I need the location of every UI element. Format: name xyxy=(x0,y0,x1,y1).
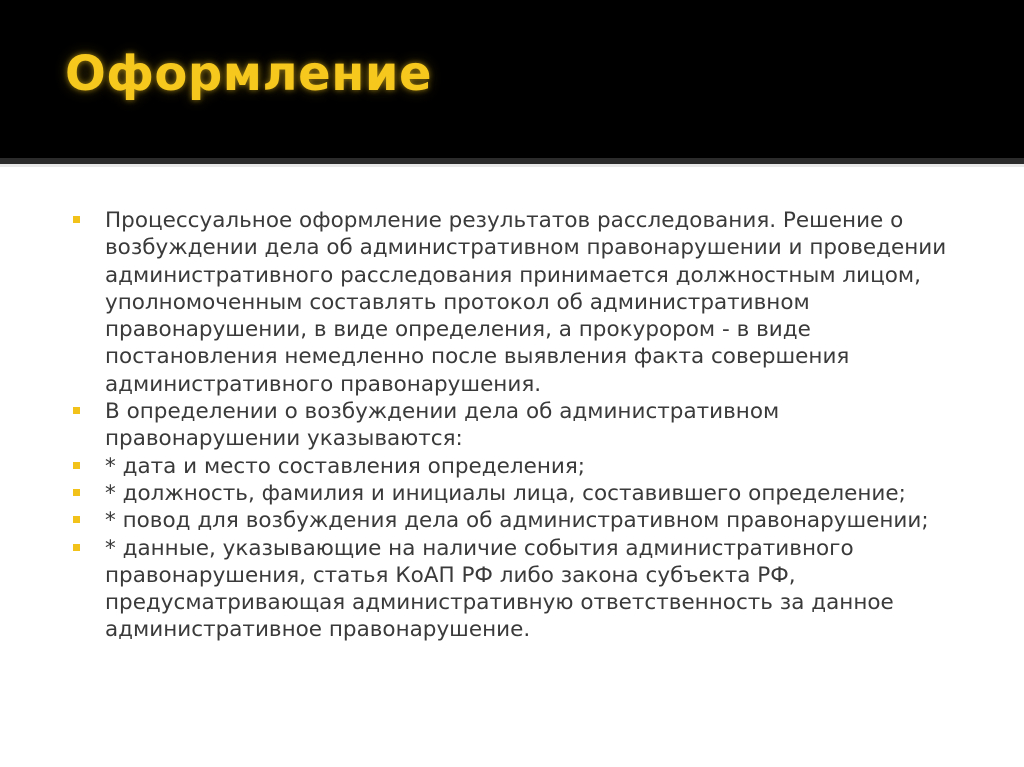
slide-title: Оформление xyxy=(65,46,433,102)
content-area xyxy=(0,167,1024,767)
bullet-item xyxy=(70,398,975,453)
bullet-item xyxy=(70,535,975,644)
bullet-square-icon xyxy=(73,489,80,496)
bullet-square-icon xyxy=(73,407,80,414)
bullet-text: В определении о возбуждении дела об административном правонарушении указываются: xyxy=(105,399,780,452)
bullet-text: * дата и место составления определения; xyxy=(105,453,586,479)
bullet-text: * должность, фамилия и инициалы лица, составившего определение; xyxy=(105,480,906,506)
bullet-item xyxy=(70,207,975,398)
bullet-list xyxy=(70,207,975,644)
bullet-item xyxy=(70,480,975,507)
bullet-square-icon xyxy=(73,544,80,551)
bullet-item xyxy=(70,453,975,480)
bullet-text: * повод для возбуждения дела об административном правонарушении; xyxy=(105,508,929,534)
bullet-text: Процессуальное оформление результатов расследования. Решение о возбуждении дела об административном правонарушении и проведении административного расследования принимается должностным лицом, уполномоченным составлять протокол об административном правонарушении, в виде определения, а прокурором - в виде постановления немедленно после выявления факта совершения административного правонарушения. xyxy=(105,208,947,397)
title-band xyxy=(0,0,1024,158)
bullet-text: * данные, указывающие на наличие события административного правонарушения, статья КоАП РФ либо закона субъекта РФ, предусматривающая административную ответственность за данное административное правонарушение. xyxy=(105,535,894,643)
bullet-item xyxy=(70,507,975,534)
bullet-square-icon xyxy=(73,216,80,223)
bullet-square-icon xyxy=(73,516,80,523)
bullet-square-icon xyxy=(73,462,80,469)
